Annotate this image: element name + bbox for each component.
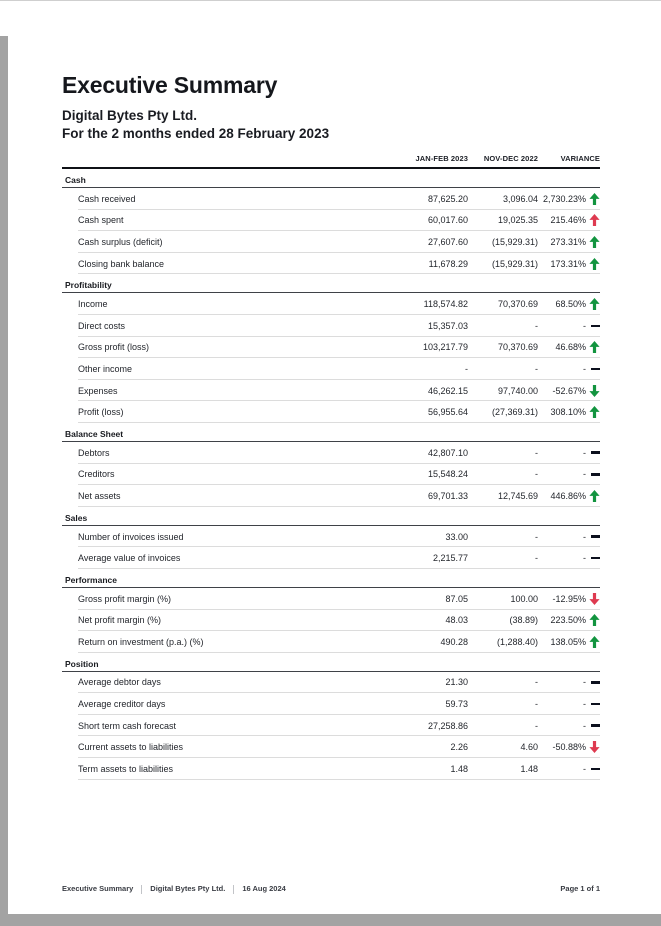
row-label: Gross profit (loss) <box>78 342 150 353</box>
variance-value: - <box>583 469 586 480</box>
table-row <box>62 547 600 569</box>
variance-value: - <box>583 531 586 542</box>
current-period-value: 27,258.86 <box>427 720 468 731</box>
variance-value: 273.31% <box>550 236 586 247</box>
variance-value: 308.10% <box>550 407 586 418</box>
trend-down-arrow-icon <box>586 588 600 610</box>
variance-value: 446.86% <box>550 490 586 501</box>
table-row <box>62 337 600 359</box>
section-header: Balance Sheet <box>62 426 600 442</box>
variance-value: -50.88% <box>552 742 586 753</box>
row-label: Number of invoices issued <box>78 531 184 542</box>
variance-value: - <box>583 320 586 331</box>
table-section <box>62 656 600 780</box>
previous-period-value: - <box>535 363 538 374</box>
variance-value: 223.50% <box>550 615 586 626</box>
report-period: For the 2 months ended 28 February 2023 <box>62 126 330 141</box>
section-header: Performance <box>62 572 600 588</box>
trend-up-arrow-icon <box>586 231 600 253</box>
section-header: Position <box>62 656 600 672</box>
variance-value: 2,730.23% <box>542 193 586 204</box>
table-row <box>62 588 600 610</box>
previous-period-value: - <box>535 531 538 542</box>
footer-report-name: Executive Summary <box>62 884 134 893</box>
previous-period-value: - <box>535 720 538 731</box>
current-period-value: 2,215.77 <box>432 553 468 564</box>
row-label: Closing bank balance <box>78 258 165 269</box>
no-change-dash-icon <box>586 672 600 694</box>
row-label: Average creditor days <box>78 699 166 710</box>
previous-period-value: (15,929.31) <box>491 236 538 247</box>
previous-period-value: - <box>535 469 538 480</box>
current-period-value: 59.73 <box>445 699 468 710</box>
table-row <box>62 293 600 315</box>
table-section <box>62 572 600 653</box>
no-change-dash-icon <box>586 758 600 780</box>
table-row <box>62 526 600 548</box>
row-label: Profit (loss) <box>78 407 124 418</box>
footer-date: 16 Aug 2024 <box>242 884 286 893</box>
viewer-background-left <box>0 36 8 914</box>
previous-period-value: (27,369.31) <box>491 407 538 418</box>
footer-divider <box>233 885 234 894</box>
variance-value: - <box>583 447 586 458</box>
row-label: Net assets <box>78 490 121 501</box>
previous-period-value: - <box>535 447 538 458</box>
trend-up-arrow-icon <box>586 631 600 653</box>
no-change-dash-icon <box>586 715 600 737</box>
table-section <box>62 277 600 423</box>
viewer-background-bottom <box>0 914 661 926</box>
footer-page-number: Page 1 of 1 <box>560 884 600 893</box>
table-row <box>62 715 600 737</box>
row-label: Income <box>78 299 108 310</box>
current-period-value: 46,262.15 <box>427 385 468 396</box>
section-header: Sales <box>62 510 600 526</box>
row-label: Expenses <box>78 385 118 396</box>
previous-period-value: 100.00 <box>510 593 538 604</box>
previous-period-value: - <box>535 677 538 688</box>
current-period-value: 11,678.29 <box>428 258 468 269</box>
variance-value: 138.05% <box>550 636 586 647</box>
column-header-variance: VARIANCE <box>560 154 600 163</box>
table-row <box>62 610 600 632</box>
variance-value: - <box>583 363 586 374</box>
no-change-dash-icon <box>586 315 600 337</box>
row-label: Term assets to liabilities <box>78 763 174 774</box>
table-row <box>62 210 600 232</box>
previous-period-value: (1,288.40) <box>496 636 538 647</box>
current-period-value: - <box>465 363 468 374</box>
current-period-value: 48.03 <box>445 615 468 626</box>
previous-period-value: 70,370.69 <box>497 299 538 310</box>
variance-value: -52.67% <box>552 385 586 396</box>
table-row <box>62 380 600 402</box>
variance-value: - <box>583 677 586 688</box>
row-label: Short term cash forecast <box>78 720 177 731</box>
table-row <box>62 188 600 210</box>
row-label: Average value of invoices <box>78 553 181 564</box>
previous-period-value: 19,025.35 <box>497 215 538 226</box>
table-row <box>62 464 600 486</box>
trend-up-arrow-icon <box>586 210 600 232</box>
current-period-value: 103,217.79 <box>422 342 468 353</box>
trend-up-arrow-icon <box>586 610 600 632</box>
table-row <box>62 736 600 758</box>
table-row <box>62 672 600 694</box>
trend-down-arrow-icon <box>586 380 600 402</box>
current-period-value: 56,955.64 <box>427 407 468 418</box>
current-period-value: 42,807.10 <box>427 447 468 458</box>
row-label: Cash surplus (deficit) <box>78 236 163 247</box>
trend-up-arrow-icon <box>586 337 600 359</box>
previous-period-value: 70,370.69 <box>497 342 538 353</box>
table-row <box>62 358 600 380</box>
table-row <box>62 315 600 337</box>
no-change-dash-icon <box>586 464 600 486</box>
no-change-dash-icon <box>586 547 600 569</box>
previous-period-value: - <box>535 320 538 331</box>
table-row <box>62 485 600 507</box>
trend-up-arrow-icon <box>586 485 600 507</box>
previous-period-value: 12,745.69 <box>497 490 538 501</box>
report-content <box>62 72 600 780</box>
footer-divider <box>141 885 142 894</box>
row-label: Creditors <box>78 469 115 480</box>
table-header-row <box>62 154 600 169</box>
previous-period-value: - <box>535 553 538 564</box>
current-period-value: 33.00 <box>445 531 468 542</box>
previous-period-value: 4.60 <box>520 742 538 753</box>
section-header: Cash <box>62 172 600 188</box>
current-period-value: 15,357.03 <box>427 320 468 331</box>
section-header: Profitability <box>62 277 600 293</box>
no-change-dash-icon <box>586 526 600 548</box>
table-row <box>62 631 600 653</box>
row-label: Cash spent <box>78 215 124 226</box>
variance-value: -12.95% <box>552 593 586 604</box>
table-row <box>62 758 600 780</box>
row-label: Direct costs <box>78 320 126 331</box>
no-change-dash-icon <box>586 693 600 715</box>
page-title: Executive Summary <box>62 72 278 98</box>
current-period-value: 2.26 <box>450 742 468 753</box>
trend-up-arrow-icon <box>586 401 600 423</box>
column-header-previous-period: NOV-DEC 2022 <box>483 154 538 163</box>
previous-period-value: (15,929.31) <box>491 258 538 269</box>
table-row <box>62 231 600 253</box>
current-period-value: 87,625.20 <box>427 193 468 204</box>
footer-company-name: Digital Bytes Pty Ltd. <box>150 884 226 893</box>
row-label: Net profit margin (%) <box>78 615 162 626</box>
variance-value: 215.46% <box>550 215 586 226</box>
column-header-current-period: JAN-FEB 2023 <box>415 154 468 163</box>
previous-period-value: - <box>535 699 538 710</box>
current-period-value: 490.28 <box>440 636 468 647</box>
variance-value: 46.68% <box>555 342 586 353</box>
current-period-value: 27,607.60 <box>427 236 468 247</box>
summary-table <box>62 154 600 780</box>
previous-period-value: 1.48 <box>520 763 538 774</box>
current-period-value: 60,017.60 <box>427 215 468 226</box>
table-section <box>62 510 600 569</box>
row-label: Average debtor days <box>78 677 161 688</box>
variance-value: - <box>583 720 586 731</box>
report-page <box>8 1 661 914</box>
current-period-value: 118,574.82 <box>423 299 468 310</box>
table-row <box>62 401 600 423</box>
current-period-value: 1.48 <box>450 763 468 774</box>
previous-period-value: 3,096.04 <box>502 193 538 204</box>
current-period-value: 21.30 <box>445 677 468 688</box>
row-label: Return on investment (p.a.) (%) <box>78 636 204 647</box>
row-label: Cash received <box>78 193 136 204</box>
trend-down-arrow-icon <box>586 736 600 758</box>
row-label: Gross profit margin (%) <box>78 593 172 604</box>
variance-value: 173.31% <box>550 258 586 269</box>
row-label: Current assets to liabilities <box>78 742 184 753</box>
trend-up-arrow-icon <box>586 188 600 210</box>
previous-period-value: 97,740.00 <box>497 385 538 396</box>
variance-value: - <box>583 763 586 774</box>
trend-up-arrow-icon <box>586 253 600 275</box>
no-change-dash-icon <box>586 358 600 380</box>
page-footer <box>62 884 600 894</box>
current-period-value: 15,548.24 <box>427 469 468 480</box>
current-period-value: 87.05 <box>445 593 468 604</box>
table-sections <box>62 172 600 780</box>
table-row <box>62 693 600 715</box>
company-name: Digital Bytes Pty Ltd. <box>62 108 198 123</box>
table-row <box>62 253 600 275</box>
no-change-dash-icon <box>586 442 600 464</box>
variance-value: - <box>583 553 586 564</box>
current-period-value: 69,701.33 <box>427 490 468 501</box>
table-section <box>62 426 600 507</box>
row-label: Debtors <box>78 447 110 458</box>
variance-value: - <box>583 699 586 710</box>
variance-value: 68.50% <box>555 299 586 310</box>
previous-period-value: (38.89) <box>509 615 538 626</box>
row-label: Other income <box>78 363 133 374</box>
table-row <box>62 442 600 464</box>
table-section <box>62 172 600 274</box>
trend-up-arrow-icon <box>586 293 600 315</box>
